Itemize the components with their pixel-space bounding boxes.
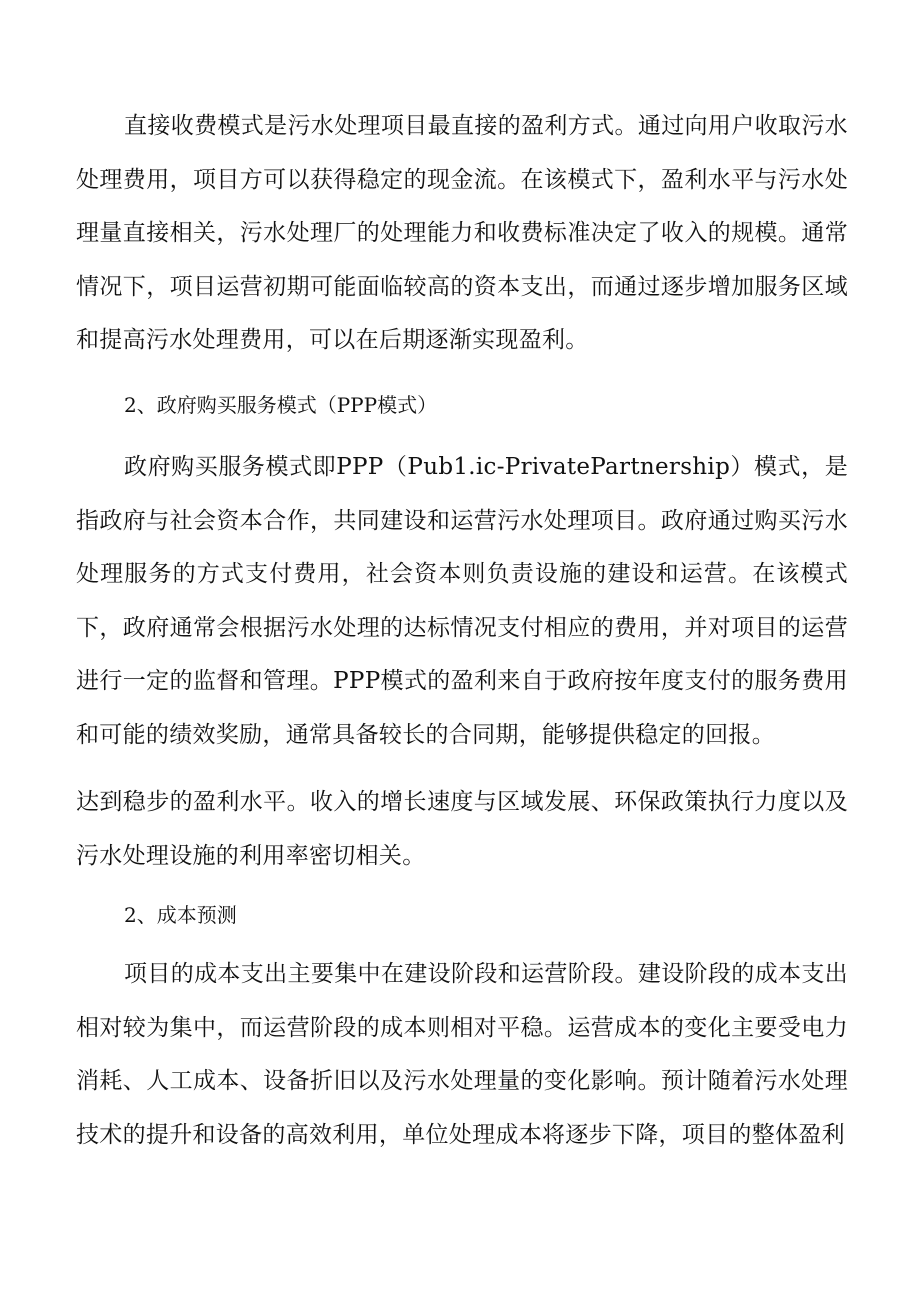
paragraph-stable-profit: 达到稳步的盈利水平。收入的增长速度与区域发展、环保政策执行力度以及污水处理设施的利用率密切相关。 xyxy=(76,789,848,869)
paragraph-direct-charging-model: 直接收费模式是污水处理项目最直接的盈利方式。通过向用户收取污水处理费用，项目方可以获得稳定的现金流。在该模式下，盈利水平与污水处理量直接相关，污水处理厂的处理能力和收费标准决定了收入的规模。通常情况下，项目运营初期可能面临较高的资本支出，而通过逐步增加服务区域和提高污水处理费用，可以在后期逐渐实现盈利。 xyxy=(76,113,848,353)
paragraph-ppp-model: 政府购买服务模式即PPP（Pub1.ic-PrivatePartnership）模式，是指政府与社会资本合作，共同建设和运营污水处理项目。政府通过购买污水处理服务的方式支付费用，社会资本则负责设施的建设和运营。在该模式下，政府通常会根据污水处理的达标情况支付相应的费用，并对项目的运营进行一定的监督和管理。PPP模式的盈利来自于政府按年度支付的服务费用和可能的绩效奖励，通常具备较长的合同期，能够提供稳定的回报。 xyxy=(76,454,848,748)
section-heading-cost-forecast: 2、成本预测 xyxy=(124,903,237,927)
section-heading-ppp-model: 2、政府购买服务模式（PPP模式） xyxy=(124,393,438,417)
paragraph-cost-forecast: 项目的成本支出主要集中在建设阶段和运营阶段。建设阶段的成本支出相对较为集中，而运营阶段的成本则相对平稳。运营成本的变化主要受电力消耗、人工成本、设备折旧以及污水处理量的变化影响。预计随着污水处理技术的提升和设备的高效利用，单位处理成本将逐步下降，项目的整体盈利 xyxy=(76,961,848,1148)
